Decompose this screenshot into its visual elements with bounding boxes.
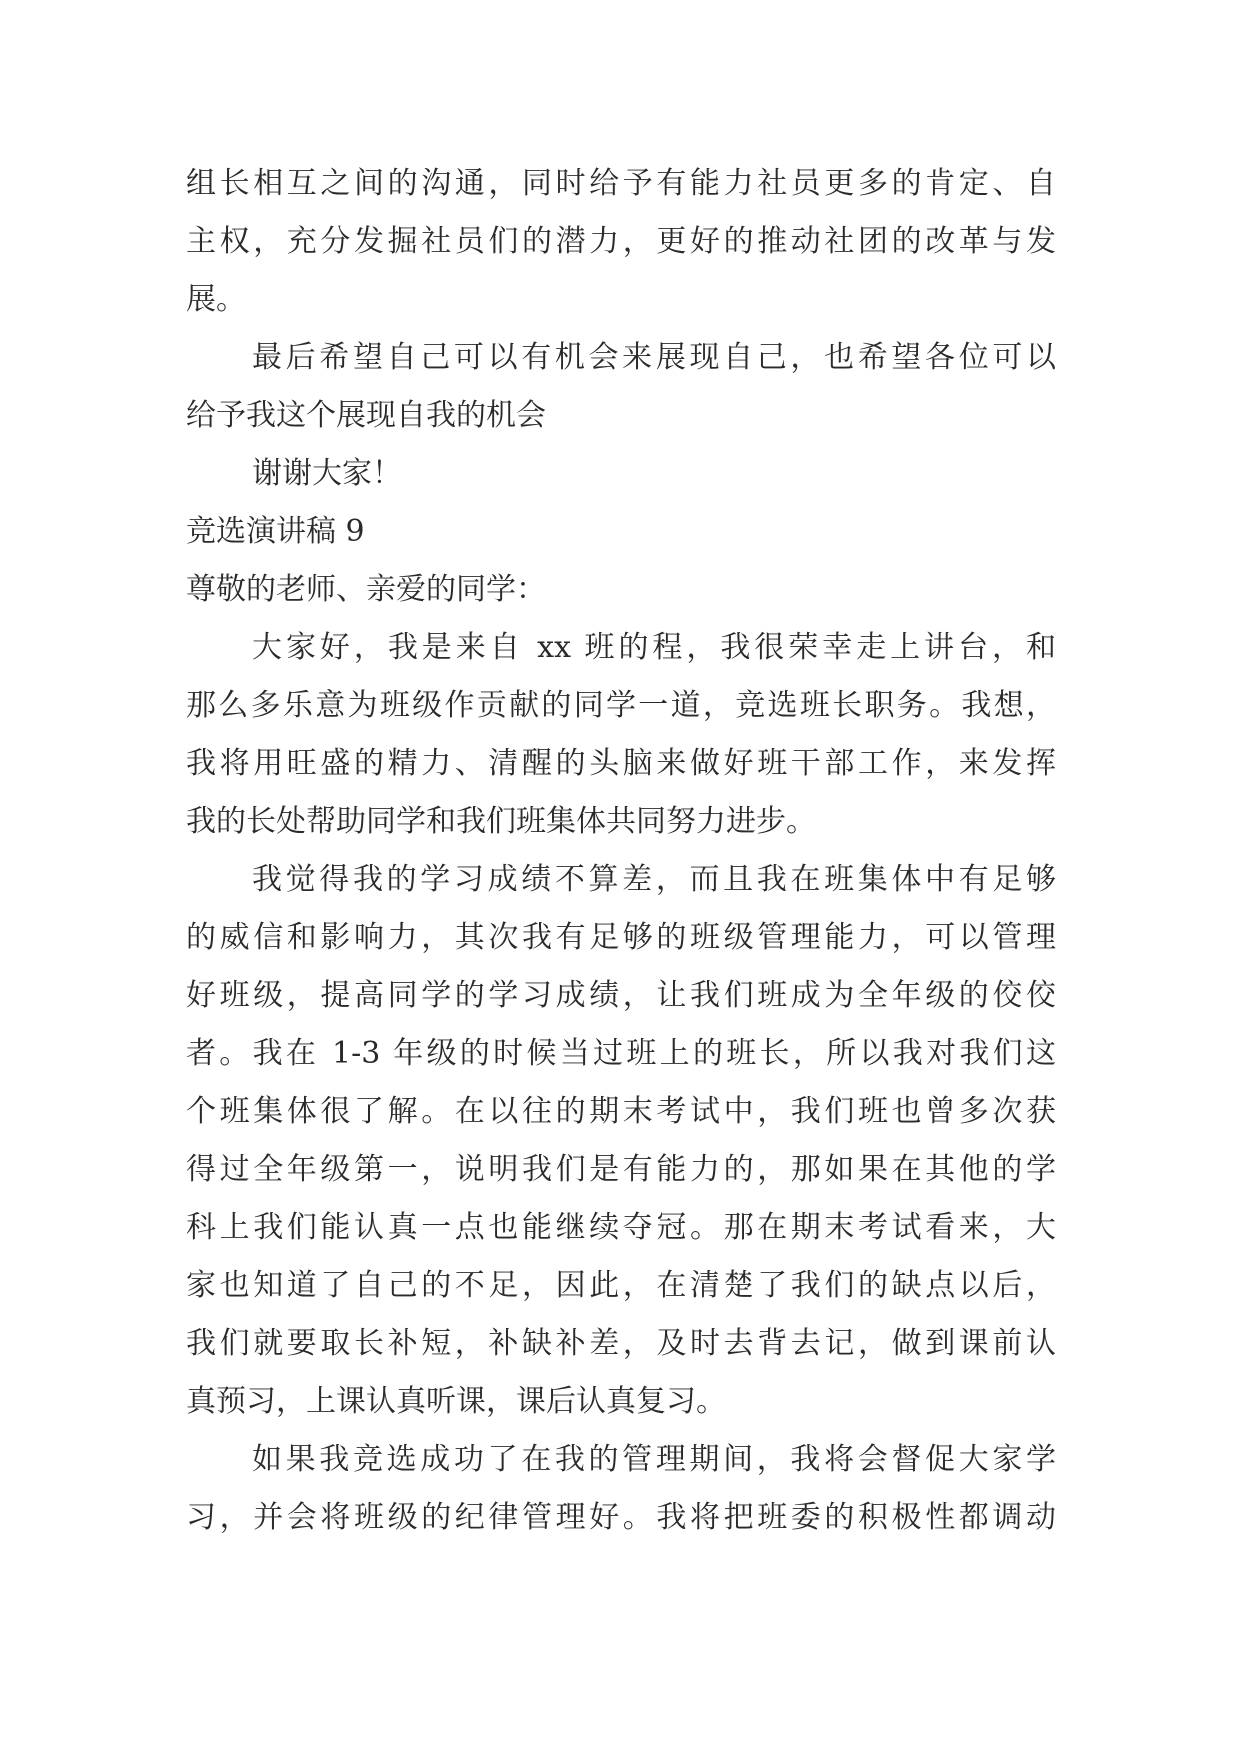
salutation: 尊敬的老师、亲爱的同学：	[186, 572, 546, 607]
paragraph-line: 者。我在 1-3 年级的时候当过班上的班长，所以我对我们这	[186, 1036, 1056, 1071]
paragraph-line: 我觉得我的学习成绩不算差，而且我在班集体中有足够	[252, 862, 1056, 897]
paragraph-line: 我的长处帮助同学和我们班集体共同努力进步。	[186, 804, 816, 839]
paragraph-line: 组长相互之间的沟通，同时给予有能力社员更多的肯定、自	[186, 166, 1056, 201]
closing-line: 谢谢大家！	[252, 456, 402, 491]
paragraph-line: 如果我竞选成功了在我的管理期间，我将会督促大家学	[252, 1442, 1056, 1477]
paragraph-line: 展。	[186, 282, 246, 317]
paragraph-line: 的威信和影响力，其次我有足够的班级管理能力，可以管理	[186, 920, 1056, 955]
paragraph-line: 给予我这个展现自我的机会	[186, 398, 546, 433]
paragraph-line: 我将用旺盛的精力、清醒的头脑来做好班干部工作，来发挥	[186, 746, 1056, 781]
paragraph-line: 好班级，提高同学的学习成绩，让我们班成为全年级的佼佼	[186, 978, 1056, 1013]
paragraph-line: 科上我们能认真一点也能继续夺冠。那在期末考试看来，大	[186, 1210, 1056, 1245]
paragraph-line: 那么多乐意为班级作贡献的同学一道，竞选班长职务。我想，	[186, 688, 1056, 723]
paragraph-line: 家也知道了自己的不足，因此，在清楚了我们的缺点以后，	[186, 1268, 1056, 1303]
paragraph-line: 大家好，我是来自 xx 班的程，我很荣幸走上讲台，和	[252, 630, 1056, 665]
paragraph-line: 习，并会将班级的纪律管理好。我将把班委的积极性都调动	[186, 1500, 1056, 1535]
paragraph-line: 我们就要取长补短，补缺补差，及时去背去记，做到课前认	[186, 1326, 1056, 1361]
paragraph-line: 真预习，上课认真听课，课后认真复习。	[186, 1384, 726, 1419]
section-title: 竞选演讲稿 9	[186, 514, 365, 549]
paragraph-line: 得过全年级第一，说明我们是有能力的，那如果在其他的学	[186, 1152, 1056, 1187]
paragraph-line: 最后希望自己可以有机会来展现自己，也希望各位可以	[252, 340, 1056, 375]
paragraph-line: 主权，充分发掘社员们的潜力，更好的推动社团的改革与发	[186, 224, 1056, 259]
paragraph-line: 个班集体很了解。在以往的期末考试中，我们班也曾多次获	[186, 1094, 1056, 1129]
